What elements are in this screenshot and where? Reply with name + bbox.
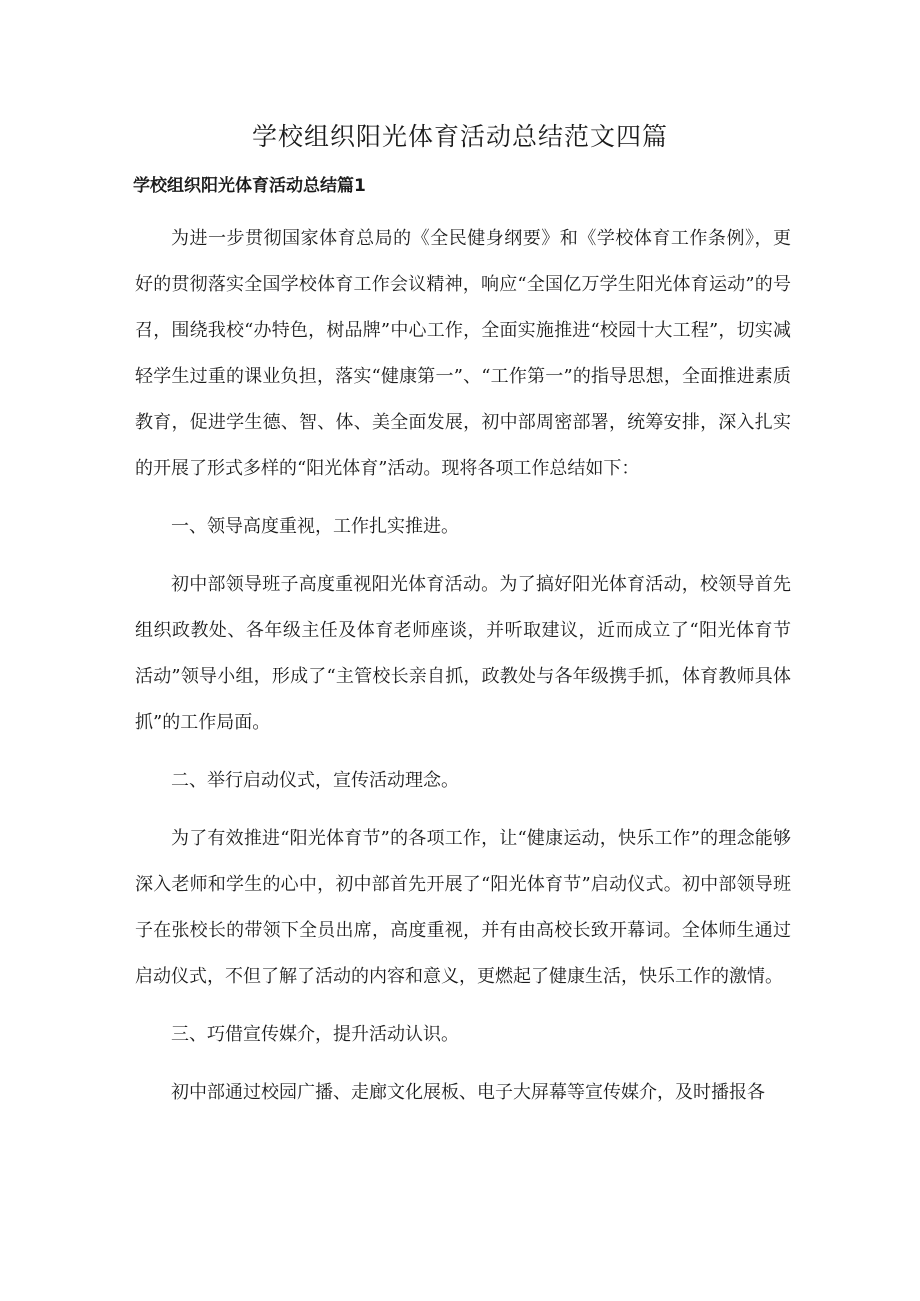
paragraph-2: 为了有效推进“阳光体育节”的各项工作，让“健康运动，快乐工作”的理念能够深入老师和学生的心中，初中部首先开展了“阳光体育节”启动仪式。初中部领导班子在张校长的带领下全员出席，高度重视，并有由高校长致开幕词。全体师生通过启动仪式，不但了解了活动的内容和意义，更燃起了健康生活，快乐工作的激情。 [135,828,791,987]
paragraph-intro: 为进一步贯彻国家体育总局的《全民健身纲要》和《学校体育工作条例》，更好的贯彻落实全国学校体育工作会议精神，响应“全国亿万学生阳光体育运动”的号召，围绕我校“办特色，树品牌”中心工作，全面实施推进“校园十大工程”，切实减轻学生过重的课业负担，落实“健康第一”、“工作第一”的指导思想，全面推进素质教育，促进学生德、智、体、美全面发展，初中部周密部署，统筹安排，深入扎实的开展了形式多样的“阳光体育”活动。现将各项工作总结如下： [135,228,791,479]
section-heading: 学校组织阳光体育活动总结篇1 [133,176,366,196]
paragraph-3: 初中部通过校园广播、走廊文化展板、电子大屏幕等宣传媒介，及时播报各 [171,1082,765,1103]
subheading-2: 二、举行启动仪式，宣传活动理念。 [171,770,459,791]
document-title: 学校组织阳光体育活动总结范文四篇 [251,122,668,151]
document-body [135,216,791,1128]
subheading-1: 一、领导高度重视，工作扎实推进。 [171,516,459,537]
subheading-3: 三、巧借宣传媒介，提升活动认识。 [171,1024,459,1045]
paragraph-1: 初中部领导班子高度重视阳光体育活动。为了搞好阳光体育活动，校领导首先组织政教处、各年级主任及体育老师座谈，并听取建议，近而成立了“阳光体育节活动”领导小组，形成了“主管校长亲自抓，政教处与各年级携手抓，体育教师具体抓”的工作局面。 [135,574,791,733]
